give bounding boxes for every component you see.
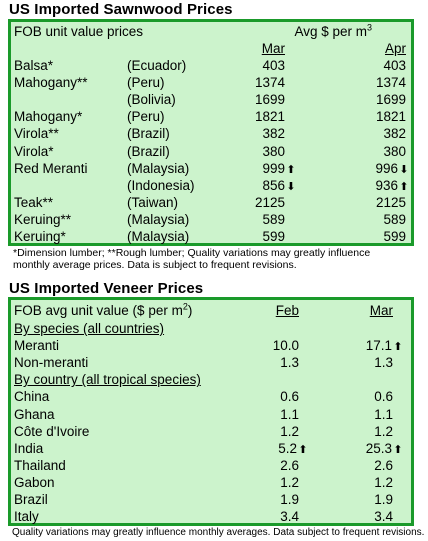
up-arrow-icon: ⬆ (286, 163, 296, 176)
veneer-col2-header: Mar (369, 303, 393, 318)
value-col2: 1.9 (374, 492, 393, 507)
sawnwood-row (11, 108, 411, 125)
value-col1: 2.6 (280, 457, 299, 473)
species-name: Keruing** (14, 211, 72, 227)
species-name: Virola** (14, 126, 59, 142)
sawnwood-header-left: FOB unit value prices (14, 24, 144, 39)
sawnwood-title: US Imported Sawnwood Prices (9, 1, 233, 18)
sawnwood-header-right: Avg $ per $m^3$ (294, 22, 372, 39)
up-arrow-icon: ⬆ (393, 341, 403, 354)
origin-country: (Taiwan) (127, 194, 179, 210)
value-col2: 1374 (375, 75, 406, 91)
value-col1: 599 (262, 229, 285, 244)
value-col2: 1.1 (374, 406, 393, 422)
value-col2: 403 (383, 58, 406, 73)
origin-country: (Brazil) (127, 126, 170, 142)
up-arrow-icon: ⬆ (393, 443, 403, 456)
sawnwood-row (11, 177, 411, 194)
sawnwood-row (11, 143, 411, 160)
value-col2: 25.3⬆ (366, 440, 403, 459)
species-name: Red Meranti (14, 160, 88, 176)
value-col2: 1.2 (374, 474, 393, 490)
value-col1: 5.2⬆ (278, 440, 308, 459)
sawnwood-row (11, 211, 411, 228)
value-col1: 0.6 (280, 389, 299, 405)
species-name: Virola* (14, 143, 54, 159)
sawnwood-row (11, 194, 411, 211)
sawnwood-row (11, 91, 411, 108)
origin-country: (Indonesia) (127, 177, 195, 193)
sawnwood-footnote-line1: *Dimension lumber; **Rough lumber; Quality variations may greatly influence (13, 247, 371, 259)
value-col1: 382 (262, 126, 285, 142)
species-name: Mahogany** (14, 75, 88, 91)
value-col1: 1.2 (280, 423, 299, 439)
row-label: Gabon (14, 474, 55, 490)
value-col1: 999⬆ (262, 160, 296, 179)
veneer-row (11, 457, 411, 474)
value-col2: 1.2 (374, 423, 393, 439)
species-name: Mahogany* (14, 109, 83, 125)
species-name: Balsa* (14, 58, 54, 73)
value-col1: 1.9 (280, 492, 299, 507)
group-label: By country (all tropical species) (14, 372, 201, 388)
value-col2: 0.6 (374, 389, 393, 405)
origin-country: (Ecuador) (127, 58, 187, 73)
row-label: Côte d'Ivoire (14, 423, 90, 439)
value-col2: 936⬆ (375, 177, 409, 196)
value-col2: 1699 (375, 92, 406, 108)
value-col2: 2.6 (374, 457, 393, 473)
species-name: Keruing* (14, 229, 66, 244)
up-arrow-icon: ⬆ (399, 180, 409, 193)
value-col2: 380 (383, 143, 406, 159)
down-arrow-icon: ⬇ (286, 180, 296, 193)
species-name: Teak** (14, 194, 54, 210)
value-col1: 2125 (254, 194, 285, 210)
sawnwood-col2-header: Apr (384, 41, 406, 56)
sawnwood-row (11, 160, 411, 177)
veneer-row (11, 423, 411, 440)
value-col2: 1821 (375, 109, 406, 125)
veneer-table (8, 297, 414, 526)
sawnwood-row (11, 228, 411, 245)
origin-country: (Brazil) (127, 143, 170, 159)
veneer-group-heading (11, 320, 411, 337)
sawnwood-row (11, 125, 411, 142)
sawnwood-row (11, 74, 411, 91)
value-col2: 382 (383, 126, 406, 142)
origin-country: (Peru) (127, 109, 165, 125)
row-label: Brazil (14, 492, 48, 507)
origin-country: (Peru) (127, 75, 165, 91)
sawnwood-footnote (13, 247, 370, 271)
value-col1: 380 (262, 143, 285, 159)
row-label: Meranti (14, 338, 60, 354)
row-label: Ghana (14, 406, 55, 422)
value-col1: 3.4 (280, 509, 299, 525)
veneer-row (11, 388, 411, 405)
row-label: Italy (14, 509, 39, 525)
up-arrow-icon: ⬆ (298, 443, 308, 456)
value-col1: 589 (262, 211, 285, 227)
value-col1: 1374 (254, 75, 285, 91)
row-label: India (14, 440, 44, 456)
veneer-row (11, 491, 411, 508)
sawnwood-footnote-line2: monthly average prices. Data is subject to frequent revisions. (13, 259, 297, 271)
value-col1: 10.0 (272, 338, 299, 354)
value-col1: 403 (262, 58, 285, 73)
group-label: By species (all countries) (14, 321, 165, 336)
row-label: Non-meranti (14, 355, 89, 371)
sawnwood-table (8, 19, 414, 246)
value-col1: 1.1 (280, 406, 299, 422)
value-col2: 3.4 (374, 509, 393, 525)
veneer-row (11, 508, 411, 525)
veneer-row (11, 474, 411, 491)
veneer-header-left: FOB avg unit value ($ per $m^2$) (14, 301, 193, 318)
sawnwood-col1-header: Mar (261, 41, 285, 56)
origin-country: (Malaysia) (127, 229, 190, 244)
value-col2: 17.1⬆ (366, 337, 403, 356)
value-col1: 1.2 (280, 474, 299, 490)
veneer-row (11, 337, 411, 354)
veneer-row (11, 406, 411, 423)
veneer-header-row (11, 302, 411, 319)
veneer-col1-header: Feb (275, 303, 299, 318)
veneer-group-heading (11, 371, 411, 388)
row-label: Thailand (14, 457, 66, 473)
origin-country: (Bolivia) (127, 92, 176, 108)
value-col1: 1699 (254, 92, 285, 108)
veneer-row (11, 440, 411, 457)
value-col2: 2125 (375, 194, 406, 210)
value-col2: 996⬇ (375, 160, 409, 179)
veneer-footnote: Quality variations may greatly influence monthly averages. Data subject to frequent revisions. (12, 527, 425, 538)
sawnwood-row (11, 57, 411, 74)
value-col2: 589 (383, 211, 406, 227)
value-col1: 1.3 (280, 355, 299, 371)
row-label: China (14, 389, 50, 405)
value-col1: 856⬇ (262, 177, 296, 196)
sawnwood-header-row (11, 23, 411, 40)
sawnwood-month-row (11, 40, 411, 57)
veneer-row (11, 354, 411, 371)
value-col2: 599 (383, 229, 406, 244)
veneer-title: US Imported Veneer Prices (9, 280, 204, 297)
value-col2: 1.3 (374, 355, 393, 371)
value-col1: 1821 (254, 109, 285, 125)
origin-country: (Malaysia) (127, 160, 190, 176)
origin-country: (Malaysia) (127, 211, 190, 227)
down-arrow-icon: ⬇ (399, 163, 409, 176)
